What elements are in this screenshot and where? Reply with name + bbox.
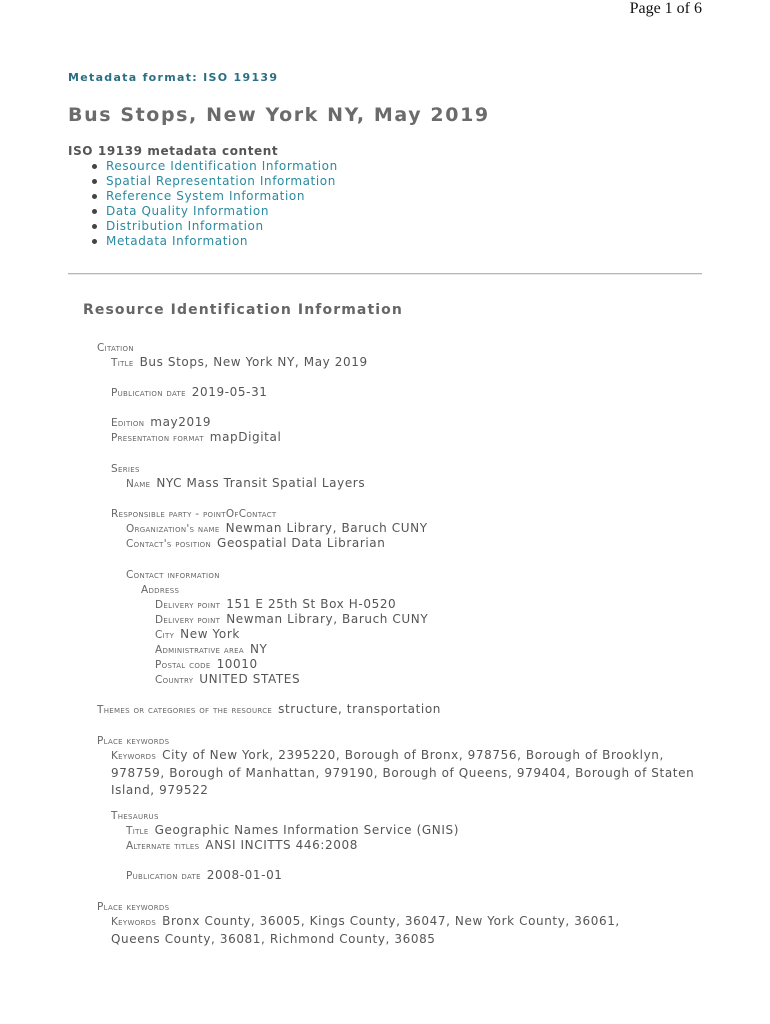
thesaurus-pubdate-row [126, 866, 283, 884]
city-label: City [155, 629, 175, 641]
title-value: Bus Stops, New York NY, May 2019 [139, 355, 368, 369]
series-name-value: NYC Mass Transit Spatial Layers [156, 476, 366, 490]
themes-value: structure, transportation [278, 702, 441, 716]
section-title: Resource Identification Information [83, 302, 403, 318]
pubdate-label: Publication date [111, 387, 186, 399]
alternate-titles-value: ANSI INCITTS 446:2008 [205, 838, 358, 852]
org-value: Newman Library, Baruch CUNY [225, 521, 428, 535]
postal-code-label: Postal code [155, 659, 211, 671]
delivery-point-label-1: Delivery point [155, 599, 221, 611]
thesaurus-pubdate-label: Publication date [126, 870, 201, 882]
place-keywords-label-1: Place keywords [97, 735, 170, 747]
position-value: Geospatial Data Librarian [217, 536, 386, 550]
title-label: Title [111, 357, 134, 369]
country-row [155, 670, 300, 688]
place-keywords-label-2: Place keywords [97, 901, 170, 913]
themes-row [97, 700, 441, 718]
city-value: New York [180, 627, 240, 641]
edition-label: Edition [111, 417, 145, 429]
address-label: Address [141, 584, 180, 596]
postal-code-value: 10010 [216, 657, 258, 671]
toc-list [68, 159, 708, 249]
toc-link-spatial-representation[interactable]: Spatial Representation Information [106, 174, 708, 189]
country-value: UNITED STATES [199, 672, 301, 686]
keywords-label-1: Keywords [111, 750, 157, 762]
presentation-label: Presentation format [111, 432, 204, 444]
citation-label: Citation [97, 342, 134, 354]
toc-link-resource-identification[interactable]: Resource Identification Information [106, 159, 708, 174]
edition-value: may2019 [150, 415, 212, 429]
alternate-titles-row [126, 836, 358, 854]
admin-area-label: Administrative area [155, 644, 244, 656]
toc-link-reference-system[interactable]: Reference System Information [106, 189, 708, 204]
keywords-value-2: Bronx County, 36005, Kings County, 36047, New York County, 36061, Queens County, 36081, Richmond County, 36085 [111, 914, 620, 946]
pubdate-row [111, 383, 268, 401]
series-label: Series [111, 463, 140, 475]
contact-info-label: Contact information [126, 569, 220, 581]
thesaurus-pubdate-value: 2008-01-01 [206, 868, 283, 882]
document-title: Bus Stops, New York NY, May 2019 [68, 104, 490, 126]
keywords-label-2: Keywords [111, 916, 157, 928]
country-label: Country [155, 674, 194, 686]
presentation-value: mapDigital [209, 430, 282, 444]
toc-link-data-quality[interactable]: Data Quality Information [106, 204, 708, 219]
alternate-titles-label: Alternate titles [126, 840, 200, 852]
admin-area-value: NY [249, 642, 268, 656]
position-label: Contact's position [126, 538, 212, 550]
section-divider [68, 273, 702, 275]
pubdate-value: 2019-05-31 [191, 385, 268, 399]
citation-title-row [111, 353, 368, 371]
keywords-row-2 [111, 912, 671, 947]
keywords-value-1: City of New York, 2395220, Borough of Bronx, 978756, Borough of Brooklyn, 978759, Borough of Manhattan, 979190, Borough of Queens, 979404, Borough of Staten Island, 979522 [111, 748, 695, 797]
org-label: Organization's name [126, 523, 220, 535]
themes-label: Themes or categories of the resource [97, 704, 273, 716]
thesaurus-title-value: Geographic Names Information Service (GNIS) [154, 823, 459, 837]
toc-link-distribution[interactable]: Distribution Information [106, 219, 708, 234]
toc-heading: ISO 19139 metadata content [68, 144, 279, 158]
keywords-row-1 [111, 746, 711, 798]
table-of-contents [68, 144, 708, 249]
presentation-row [111, 428, 281, 446]
toc-link-metadata[interactable]: Metadata Information [106, 234, 708, 249]
delivery-point-label-2: Delivery point [155, 614, 221, 626]
position-row [126, 534, 385, 552]
page-number: Page 1 of 6 [629, 0, 702, 17]
delivery-point-value-1: 151 E 25th St Box H-0520 [226, 597, 397, 611]
delivery-point-value-2: Newman Library, Baruch CUNY [226, 612, 429, 626]
series-name-row [126, 474, 365, 492]
metadata-format-label: Metadata format: ISO 19139 [68, 71, 279, 84]
thesaurus-label: Thesaurus [111, 810, 159, 822]
responsible-label: Responsible party - pointOfContact [111, 508, 277, 520]
series-name-label: Name [126, 478, 151, 490]
thesaurus-title-label: Title [126, 825, 149, 837]
